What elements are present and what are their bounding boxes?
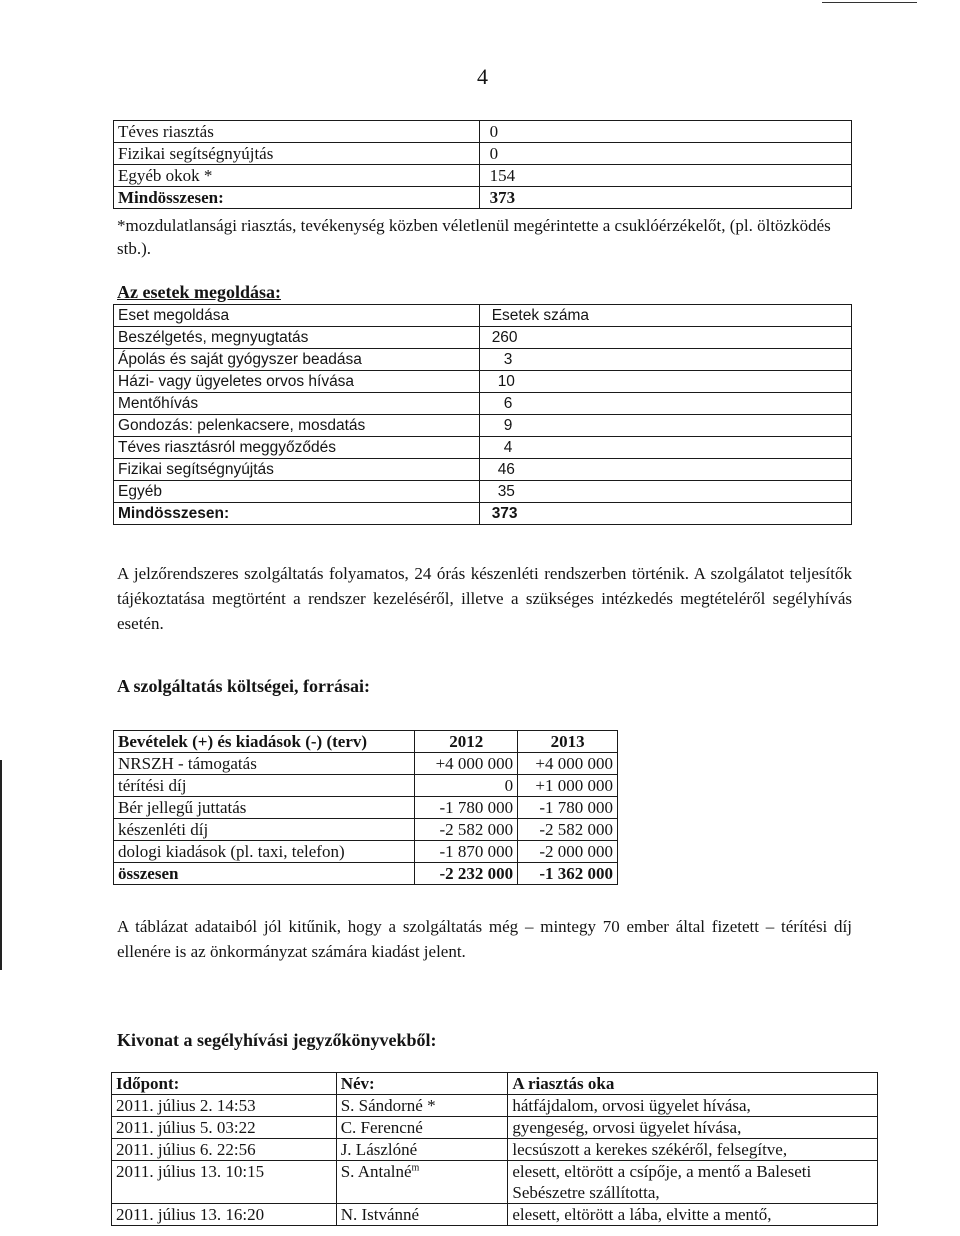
table-row [114,349,852,371]
value-2012: -1 870 000 [415,841,518,863]
table-header-row [114,305,852,327]
row-value: 373 [479,503,851,525]
value-2012: 0 [415,775,518,797]
name-superscript: m [411,1162,420,1174]
row-value: 35 [479,481,851,503]
table-row [114,371,852,393]
row-label: összesen [114,863,415,885]
row-value: 6 [479,393,851,415]
row-label: Fizikai segítségnyújtás [114,459,480,481]
scan-margin-line [0,760,2,970]
table-header-row [112,1073,878,1095]
log-reason: hátfájdalom, orvosi ügyelet hívása, [508,1095,878,1117]
row-label: Beszélgetés, megnyugtatás [114,327,480,349]
row-value: 154 [479,165,851,187]
table-row [114,187,852,209]
table-row [114,797,618,819]
header-time: Időpont: [112,1073,337,1095]
header-year-2012: 2012 [415,731,518,753]
row-label: készenléti díj [114,819,415,841]
page-number: 4 [477,64,488,89]
resolution-table [113,304,852,525]
table-row [114,327,852,349]
value-2012: -2 582 000 [415,819,518,841]
table-row [114,819,618,841]
row-value: 260 [479,327,851,349]
row-label: Egyéb okok * [114,165,480,187]
value-2013: -1 362 000 [518,863,618,885]
row-label: Téves riasztás [114,121,480,143]
table-row [112,1117,878,1139]
log-time: 2011. július 2. 14:53 [112,1095,337,1117]
row-value: 9 [479,415,851,437]
row-label: Mindösszesen: [114,503,480,525]
table-row [114,863,618,885]
table-row [112,1095,878,1117]
log-time: 2011. július 5. 03:22 [112,1117,337,1139]
log-name: S. Antalné$^m$ [336,1161,508,1204]
row-value: 3 [479,349,851,371]
alarm-summary-table [113,120,852,209]
table-row [114,459,852,481]
value-2013: -1 780 000 [518,797,618,819]
row-label: Ápolás és saját gyógyszer beadása [114,349,480,371]
row-value: 373 [479,187,851,209]
table-row [114,437,852,459]
row-value: 4 [479,437,851,459]
log-reason: gyengeség, orvosi ügyelet hívása, [508,1117,878,1139]
table-row [114,121,852,143]
section-heading-resolution: Az esetek megoldása: [117,282,281,302]
footnote: *mozdulatlansági riasztás, tevékenység közben véletlenül megérintette a csuklóérzékelőt, (pl. öltözködés stb.). [117,216,831,258]
table-row [114,415,852,437]
header-name: Név: [336,1073,508,1095]
log-time: 2011. július 13. 10:15 [112,1161,337,1204]
table-header-row [114,731,618,753]
log-reason: lecsúszott a kerekes székéről, felsegítve, [508,1139,878,1161]
table-row [114,503,852,525]
costs-table [113,730,618,885]
value-2013: +4 000 000 [518,753,618,775]
table-row [112,1139,878,1161]
log-name: J. Lászlóné [336,1139,508,1161]
row-label: NRSZH - támogatás [114,753,415,775]
header-year-2013: 2013 [518,731,618,753]
value-2013: -2 582 000 [518,819,618,841]
row-label: Gondozás: pelenkacsere, mosdatás [114,415,480,437]
row-value: 0 [479,143,851,165]
value-2013: -2 000 000 [518,841,618,863]
paragraph-service-description: A jelzőrendszeres szolgáltatás folyamatos, 24 órás készenléti rendszerben történik. A szolgálatot teljesítők tájékoztatása megtörtént a rendszer kezeléséről, illetve a szükséges intézkedés megtételéről segélyhívás esetén. [117,564,852,633]
log-reason: elesett, eltörött a csípője, a mentő a Baleseti Sebészetre szállította, [508,1161,878,1204]
row-label: Egyéb [114,481,480,503]
log-time: 2011. július 13. 16:20 [112,1204,337,1226]
header-value: Esetek száma [479,305,851,327]
paragraph-cost-conclusion: A táblázat adataiból jól kitűnik, hogy a szolgáltatás még – mintegy 70 ember által fizetett – térítési díj ellenére is az önkormányzat számára kiadást jelent. [117,917,852,961]
row-label: Házi- vagy ügyeletes orvos hívása [114,371,480,393]
table-row [112,1161,878,1204]
table-row [114,165,852,187]
header-label: Eset megoldása [114,305,480,327]
row-label: Mentőhívás [114,393,480,415]
header-label: Bevételek (+) és kiadások (-) (terv) [114,731,415,753]
table-row [114,481,852,503]
log-name: N. Istvánné [336,1204,508,1226]
value-2013: +1 000 000 [518,775,618,797]
section-heading-costs: A szolgáltatás költségei, forrásai: [117,676,370,696]
value-2012: +4 000 000 [415,753,518,775]
log-name: C. Ferencné [336,1117,508,1139]
row-label: dologi kiadások (pl. taxi, telefon) [114,841,415,863]
value-2012: -1 780 000 [415,797,518,819]
table-row [114,393,852,415]
section-heading-log: Kivonat a segélyhívási jegyzőkönyvekből: [117,1030,437,1050]
row-label: Bér jellegű juttatás [114,797,415,819]
table-row [114,143,852,165]
emergency-log-table [111,1072,878,1226]
log-time: 2011. július 6. 22:56 [112,1139,337,1161]
scan-top-rule [822,2,917,3]
value-2012: -2 232 000 [415,863,518,885]
table-row [114,841,618,863]
row-value: 46 [479,459,851,481]
header-reason: A riasztás oka [508,1073,878,1095]
log-reason: elesett, eltörött a lába, elvitte a mentő, [508,1204,878,1226]
log-name: S. Sándorné * [336,1095,508,1117]
table-row [112,1204,878,1226]
row-label: térítési díj [114,775,415,797]
row-value: 0 [479,121,851,143]
row-label: Téves riasztásról meggyőződés [114,437,480,459]
row-value: 10 [479,371,851,393]
table-row [114,753,618,775]
row-label: Fizikai segítségnyújtás [114,143,480,165]
table-row [114,775,618,797]
row-label: Mindösszesen: [114,187,480,209]
